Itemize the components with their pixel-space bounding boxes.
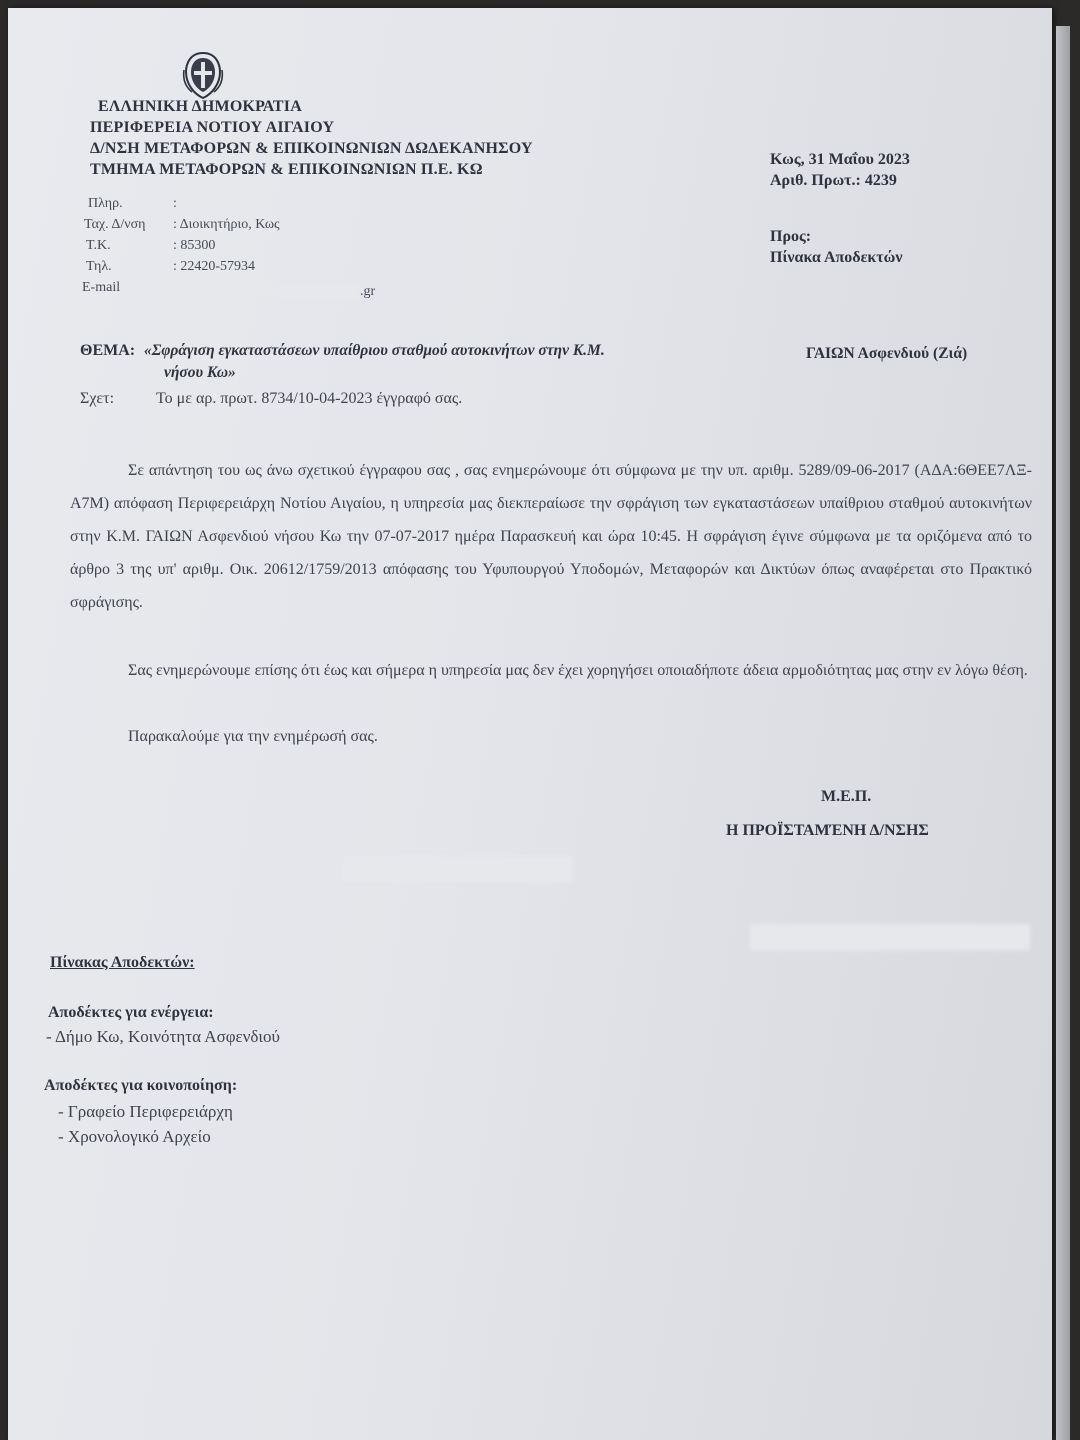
contact-value: : Διοικητήριο, Κως (173, 217, 280, 232)
recipient-item: - Δήμο Κω, Κοινότητα Ασφενδιού (46, 1027, 280, 1046)
contact-label: Ταχ. Δ/νση (84, 217, 146, 232)
to-value: Πίνακα Αποδεκτών (770, 249, 903, 266)
subject-label: ΘΕΜΑ: (80, 342, 136, 359)
contact-label: Τ.Κ. (86, 238, 111, 253)
greek-emblem-icon (180, 50, 226, 100)
contact-value: : 85300 (173, 238, 216, 253)
org-line: ΠΕΡΙΦΕΡΕΙΑ ΝΟΤΙΟΥ ΑΙΓΑΙΟΥ (90, 119, 335, 136)
to-label: Προς: (770, 228, 812, 245)
recipient-item: - Χρονολογικό Αρχείο (58, 1127, 211, 1146)
contact-value: : (173, 196, 177, 211)
protocol-number: Αριθ. Πρωτ.: 4239 (770, 172, 897, 189)
recipient-item: - Γραφείο Περιφερειάρχη (58, 1102, 233, 1121)
contact-value: .gr (360, 284, 376, 299)
recipients-title: Πίνακας Αποδεκτών: (50, 954, 195, 971)
reference-value: Το με αρ. πρωτ. 8734/10-04-2023 έγγραφό σας. (156, 390, 463, 407)
org-line: ΕΛΛΗΝΙΚΗ ΔΗΜΟΚΡΑΤΙΑ (98, 98, 302, 115)
org-header (90, 96, 533, 180)
signature-title: Μ.Ε.Π. (821, 788, 872, 805)
org-line: ΤΜΗΜΑ ΜΕΤΑΦΟΡΩΝ & ΕΠΙΚΟΙΝΩΝΙΩΝ Π.Ε. ΚΩ (90, 161, 483, 178)
subject-line: νήσου Κω» (164, 364, 236, 381)
body-paragraph: Σας ενημερώνουμε επίσης ότι έως και σήμερα η υπηρεσία μας δεν έχει χορηγήσει οποιαδήποτε άδεια αρμοδιότητας μας στην εν λόγω θέση. (128, 662, 1028, 679)
body-paragraph: Παρακαλούμε για την ενημέρωσή σας. (128, 728, 378, 745)
document-date: Κως, 31 Μαΐου 2023 (770, 151, 910, 168)
underlying-page-edge (1056, 26, 1070, 1440)
contact-label: E-mail (82, 280, 121, 295)
body-paragraph: Σε απάντηση του ως άνω σχετικού έγγραφου σας , σας ενημερώνουμε ότι σύμφωνα με την υπ. αριθμ. 5289/09-06-2017 (ΑΔΑ:6ΘΕΕ7ΛΞ-Α7Μ) απόφαση Περιφερειάρχη Νοτίου Αιγαίου, η υπηρεσία μας διεκπεραίωσε την σφράγιση των εγκαταστάσεων υπαίθριου σταθμού αυτοκινήτων στην Κ.Μ. ΓΑΙΩΝ Ασφενδιού νήσου Κω την 07-07-2017 ημέρα Παρασκευή και ώρα 10:45. Η σφράγιση έγινε σύμφωνα με τα οριζόμενα από το άρθρο 3 της υπ' αριθμ. Οικ. 20612/1759/2013 απόφασης του Υφυπουργού Υποδομών, Μεταφορών και Δικτύων όπως αναφέρεται στο Πρακτικό σφράγισης. (70, 462, 1032, 611)
redacted-name (343, 856, 573, 882)
redacted-email (178, 284, 358, 298)
redacted-signature (750, 924, 1030, 950)
subject-line-end: ΓΑΙΩΝ Ασφενδιού (Ζιά) (806, 345, 968, 362)
subject-line: «Σφράγιση εγκαταστάσεων υπαίθριου σταθμού αυτοκινήτων στην Κ.Μ. (144, 342, 605, 359)
signature-role: Η ΠΡΟΪΣΤΑΜΈΝΗ Δ/ΝΣΗΣ (726, 822, 929, 839)
recipients-notify-label: Αποδέκτες για κοινοποίηση: (44, 1077, 238, 1094)
reference-label: Σχετ: (80, 390, 115, 407)
recipients-action-label: Αποδέκτες για ενέργεια: (48, 1004, 214, 1021)
contact-label: Τηλ. (86, 259, 112, 274)
document-page (8, 8, 1052, 1440)
contact-label: Πληρ. (88, 196, 123, 211)
org-line: Δ/ΝΣΗ ΜΕΤΑΦΟΡΩΝ & ΕΠΙΚΟΙΝΩΝΙΩΝ ΔΩΔΕΚΑΝΗΣΟΥ (90, 140, 533, 157)
contact-value: : 22420-57934 (173, 259, 256, 274)
